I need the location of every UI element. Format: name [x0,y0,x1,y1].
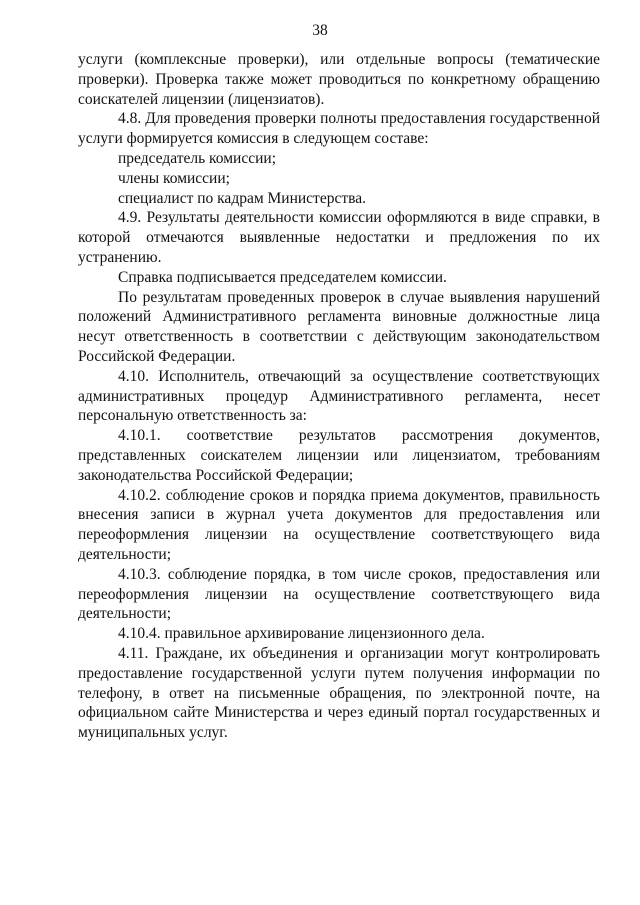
paragraph-4-10-4: 4.10.4. правильное архивирование лицензионного дела. [118,625,485,643]
paragraph-4-10: 4.10. Исполнитель, отвечающий за осуществление соответствующих административных процедур Административного регламента, несет персональную ответственность за: [78,367,600,425]
paragraph-4-10-1: 4.10.1. соответствие результатов рассмотрения документов, представленных соискателем лицензии или лицензиатом, требованиям законодательства Российской Федерации; [78,427,600,484]
page-number: 38 [312,22,328,39]
body-text [78,50,600,743]
paragraph-4-9: 4.9. Результаты деятельности комиссии оформляются в виде справки, в которой отмечаются выявленные недостатки и предложения по их устранению. [78,209,600,266]
paragraph-4-8: 4.8. Для проведения проверки полноты предоставления государственной услуги формируется комиссия в следующем составе: [78,110,600,148]
list-item-chairman: председатель комиссии; [118,149,277,167]
paragraph-continuation: услуги (комплексные проверки), или отдельные вопросы (тематические проверки). Проверка также может проводиться по конкретному обращению соискателей лицензии (лицензиатов). [78,51,600,108]
paragraph-responsibility: По результатам проведенных проверок в случае выявления нарушений положений Административного регламента виновные должностные лица несут ответственность в соответствии с действующим законодательством Российской Федерации. [78,288,600,365]
paragraph-4-10-3: 4.10.3. соблюдение порядка, в том числе сроков, предоставления или переоформления лицензии на осуществление соответствующего вида деятельности; [78,565,600,623]
paragraph-certificate-signed: Справка подписывается председателем комиссии. [118,268,447,286]
paragraph-4-10-2: 4.10.2. соблюдение сроков и порядка приема документов, правильность внесения записи в журнал учета документов для предоставления или переоформления лицензии на осуществление соответствующего вида деятельности; [78,486,600,563]
list-item-hr-specialist: специалист по кадрам Министерства. [118,189,366,207]
paragraph-4-11: 4.11. Граждане, их объединения и организации могут контролировать предоставление государственной услуги путем получения информации по телефону, в ответ на письменные обращения, по электронной почте, на официальном сайте Министерства и через единый портал государственных и муниципальных услуг. [78,644,600,742]
list-item-members: члены комиссии; [118,169,230,187]
